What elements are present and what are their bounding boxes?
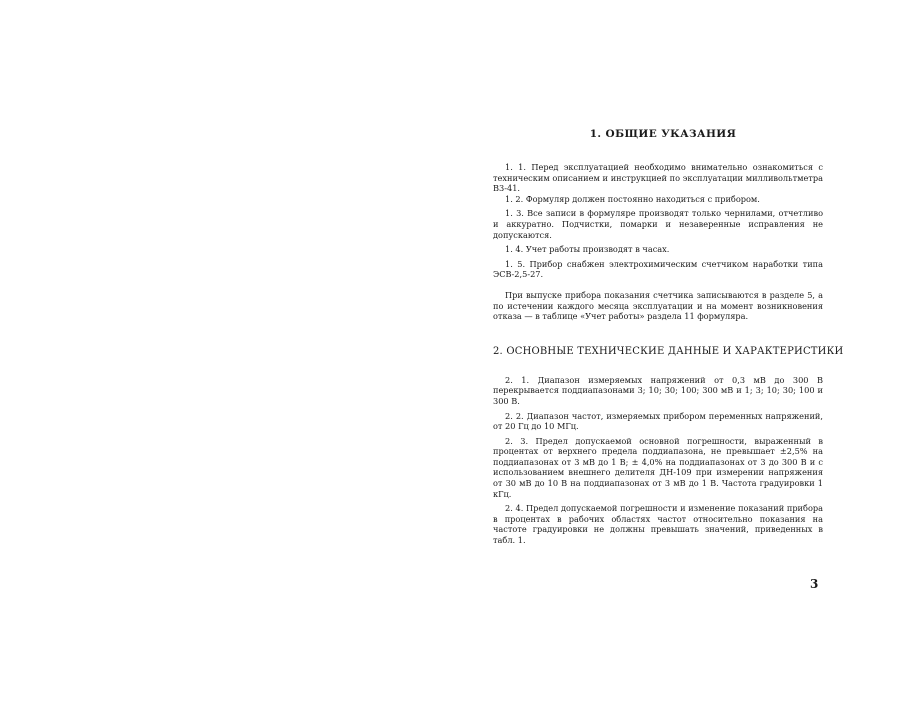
paragraph-1-5: 1. 5. Прибор снабжен электрохимическим счетчиком наработки типа ЭСВ-2,5-27. xyxy=(493,258,823,280)
section-2-heading: 2. ОСНОВНЫЕ ТЕХНИЧЕСКИЕ ДАННЫЕ И ХАРАКТЕРИСТИКИ xyxy=(493,345,844,357)
paragraph-2-4: 2. 4. Предел допускаемой погрешности и изменение показаний прибора в процентах в рабочих областях частот относительно показания на частоте градуировки не должны превышать значений, приведенных в табл. 1. xyxy=(493,503,823,546)
paragraph-1-4: 1. 4. Учет работы производят в часах. xyxy=(505,244,670,255)
paragraph-2-1: 2. 1. Диапазон измеряемых напряжений от 0,3 мВ до 300 В перекрывается поддиапазонами 3; 10; 30; 100; 300 мВ и 1; 3; 10; 30; 100 и 300 В. xyxy=(493,374,823,406)
section-1-body xyxy=(493,162,823,322)
text-column xyxy=(493,128,844,546)
section-2-body xyxy=(493,375,823,546)
paragraph-counter-note: При выпуске прибора показания счетчика записываются в разделе 5, а по истечении каждого месяца эксплуатации и на момент возникновения отказа — в таблице «Учет работы» раздела 11 формуляра. xyxy=(493,289,823,322)
paragraph-1-3: 1. 3. Все записи в формуляре производят только чернилами, отчетливо и аккуратно. Подчистки, помарки и незаверенные исправления не допускаются. xyxy=(493,208,823,240)
paragraph-2-3: 2. 3. Предел допускаемой основной погрешности, выраженный в процентах от верхнего предела поддиапазона, не превышает ±2,5% на поддиапазонах от 3 мВ до 1 В; ± 4,0% на поддиапазонах от 3 до 300 В и с использованием внешнего делителя ДН-109 при измерении напряжения от 30 мВ до 10 В на поддиапазонах от 3 мВ до 1 В. Частота градуировки 1 кГц. xyxy=(493,435,823,499)
section-1-heading: 1. ОБЩИЕ УКАЗАНИЯ xyxy=(589,128,737,140)
paragraph-2-2: 2. 2. Диапазон частот, измеряемых прибором переменных напряжений, от 20 Гц до 10 МГц. xyxy=(493,410,823,432)
paragraph-1-1: 1. 1. Перед эксплуатацией необходимо внимательно ознакомиться с техническим описанием и инструкцией по эксплуатации милливольтметра В3-41. xyxy=(493,162,823,194)
page-number: 3 xyxy=(810,577,819,591)
paragraph-1-2: 1. 2. Формуляр должен постоянно находиться с прибором. xyxy=(505,193,760,204)
